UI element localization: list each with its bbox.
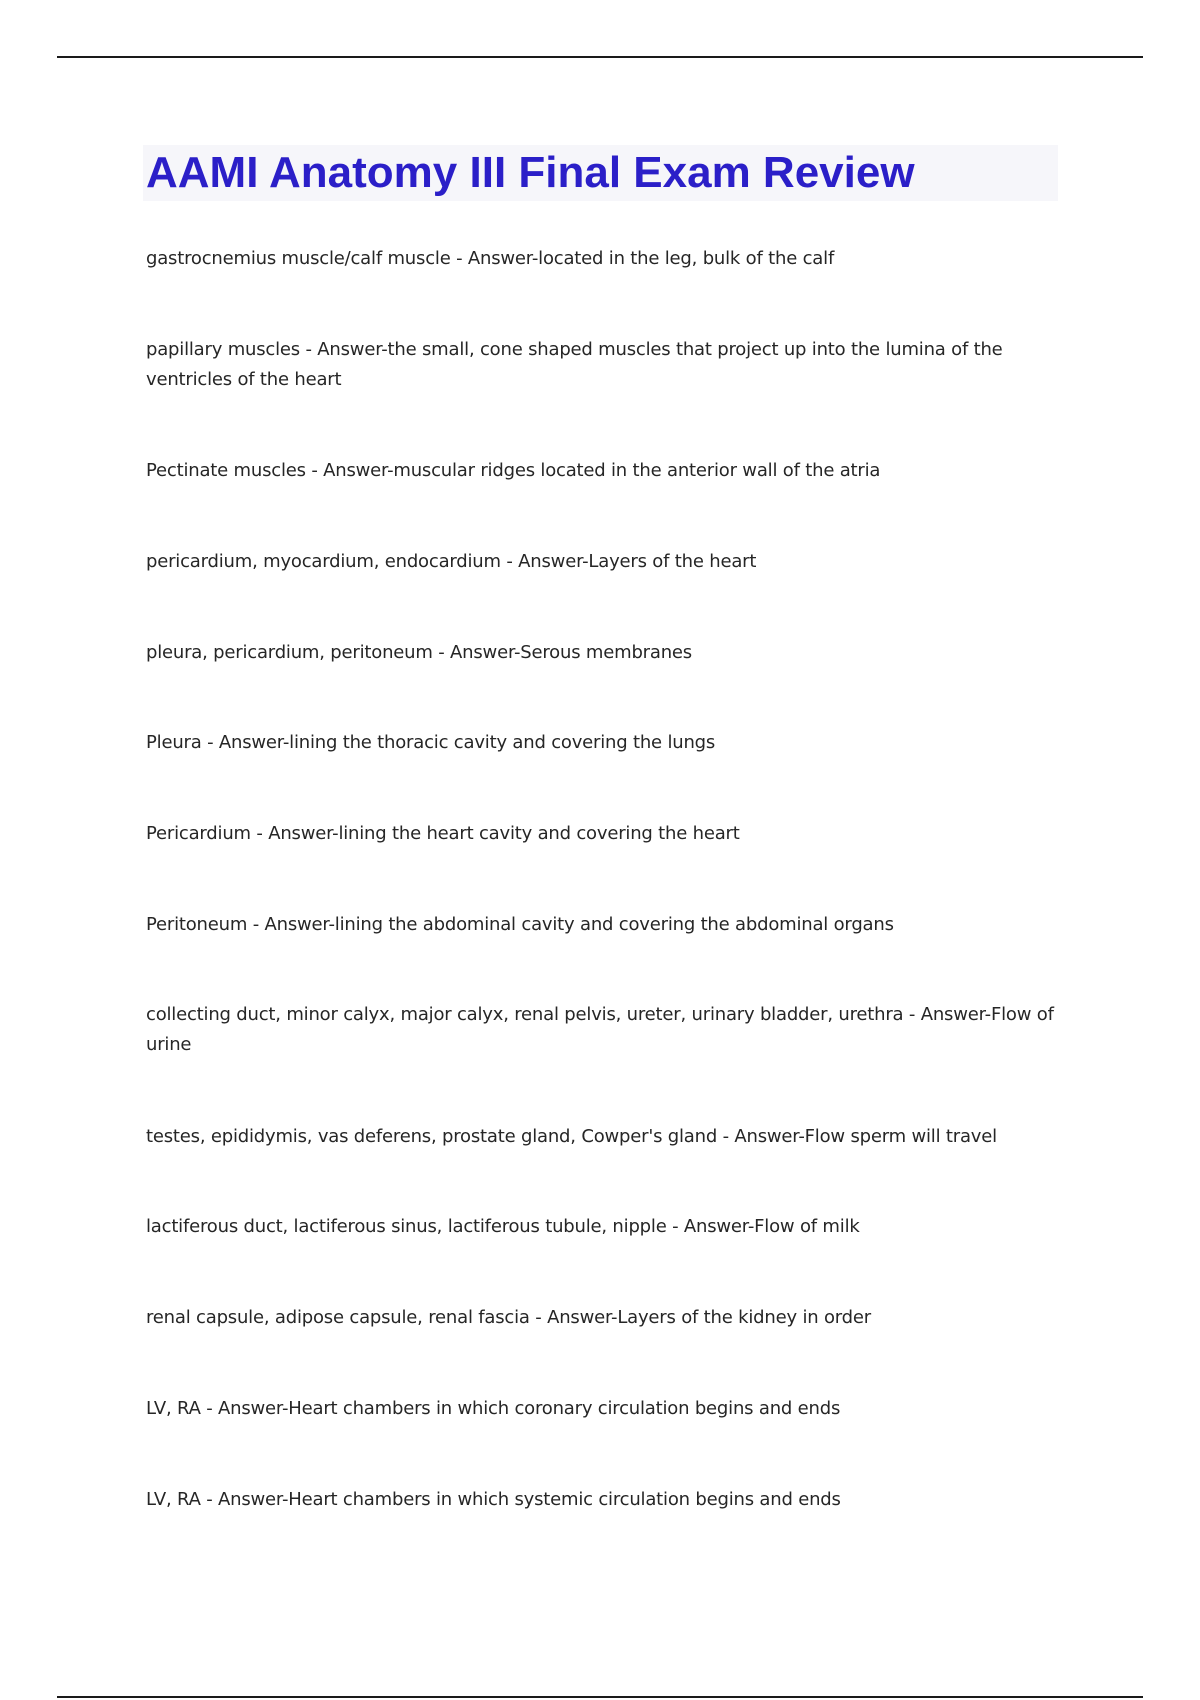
footer-rule xyxy=(57,1696,1143,1698)
qa-item: collecting duct, minor calyx, major calyx, renal pelvis, ureter, urinary bladder, urethra - Answer-Flow of urine xyxy=(146,1004,1054,1055)
qa-item: LV, RA - Answer-Heart chambers in which coronary circulation begins and ends xyxy=(146,1398,841,1419)
header-rule xyxy=(57,56,1143,58)
qa-item: lactiferous duct, lactiferous sinus, lactiferous tubule, nipple - Answer-Flow of milk xyxy=(146,1216,860,1237)
qa-item: pericardium, myocardium, endocardium - Answer-Layers of the heart xyxy=(146,551,757,572)
qa-item: pleura, pericardium, peritoneum - Answer-Serous membranes xyxy=(146,642,692,663)
document-title: AAMI Anatomy III Final Exam Review xyxy=(146,148,915,197)
qa-item: Pleura - Answer-lining the thoracic cavity and covering the lungs xyxy=(146,732,716,753)
qa-item: papillary muscles - Answer-the small, cone shaped muscles that project up into the lumina of the ventricles of the heart xyxy=(146,339,1003,390)
qa-item: LV, RA - Answer-Heart chambers in which systemic circulation begins and ends xyxy=(146,1489,841,1510)
qa-item: gastrocnemius muscle/calf muscle - Answer-located in the leg, bulk of the calf xyxy=(146,248,835,269)
qa-item: Pectinate muscles - Answer-muscular ridges located in the anterior wall of the atria xyxy=(146,460,881,481)
qa-item: testes, epididymis, vas deferens, prostate gland, Cowper's gland - Answer-Flow sperm will travel xyxy=(146,1126,997,1147)
qa-item: renal capsule, adipose capsule, renal fascia - Answer-Layers of the kidney in order xyxy=(146,1307,871,1328)
qa-item: Peritoneum - Answer-lining the abdominal cavity and covering the abdominal organs xyxy=(146,914,894,935)
qa-item: Pericardium - Answer-lining the heart cavity and covering the heart xyxy=(146,823,740,844)
